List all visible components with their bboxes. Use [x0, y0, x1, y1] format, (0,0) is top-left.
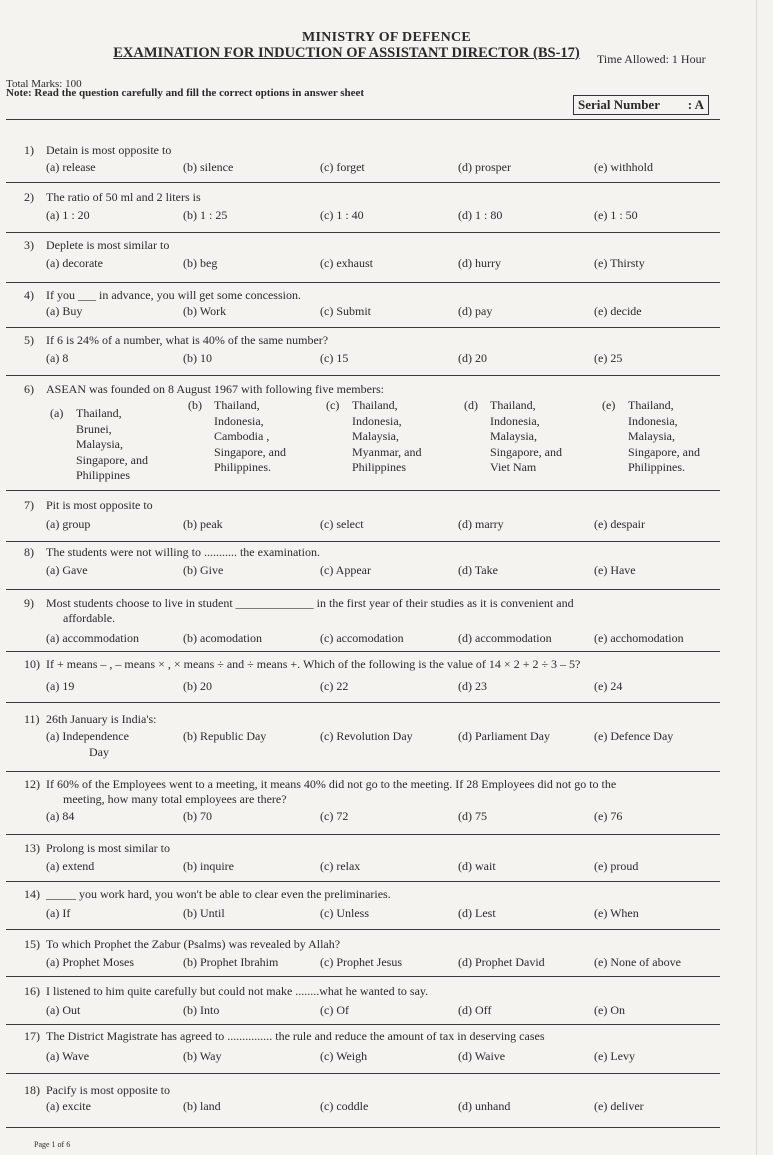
- option-line: Indonesia,: [490, 413, 540, 428]
- question-stem: To which Prophet the Zabur (Psalms) was revealed by Allah?: [46, 937, 341, 951]
- option-e: (e) despair: [594, 517, 645, 531]
- option-line: Philippines.: [214, 460, 272, 474]
- option-c: (c) select: [320, 517, 364, 531]
- question-stem: The ratio of 50 ml and 2 liters is: [46, 190, 201, 204]
- question-number: 3): [24, 238, 34, 252]
- option-e: (e) decide: [594, 304, 642, 318]
- option-line: Viet Nam: [490, 460, 537, 474]
- option-b: (b) beg: [183, 256, 218, 270]
- option-b: (b) 20: [183, 679, 212, 693]
- option-body: [214, 398, 286, 476]
- option-e: (e) deliver: [594, 1099, 644, 1113]
- option-c: (c) Unless: [320, 906, 369, 920]
- option-line: Brunei,: [76, 421, 112, 436]
- question-divider: [6, 490, 720, 491]
- option-letter: (d): [464, 398, 478, 412]
- question-number: 7): [24, 498, 34, 512]
- option-a: (a) decorate: [46, 256, 103, 270]
- question-divider: [6, 541, 720, 542]
- option-letter: (a): [50, 406, 64, 420]
- option-c: (c) accomodation: [320, 631, 404, 645]
- option-body: [76, 406, 148, 484]
- option-body: [352, 398, 422, 476]
- option-a: (a) Independence: [46, 729, 129, 743]
- option-a: (a) accommodation: [46, 631, 139, 645]
- option-line: Singapore, and: [76, 452, 148, 467]
- option-e: (e) withhold: [594, 160, 653, 174]
- question-number: 17): [24, 1029, 40, 1043]
- serial-number-label: Serial Number: [578, 97, 660, 112]
- option-d: (d) Lest: [458, 906, 496, 920]
- question-divider: [6, 1073, 720, 1074]
- question-text: [24, 937, 340, 952]
- question-number: 10): [24, 657, 40, 671]
- question-number: 12): [24, 777, 40, 791]
- option-e: (e) Have: [594, 563, 636, 577]
- option-a: (a) group: [46, 517, 91, 531]
- question-text: [24, 238, 169, 253]
- question-divider: [6, 327, 720, 328]
- option-b: (b) Way: [183, 1049, 222, 1063]
- total-marks: Total Marks: 100: [6, 78, 82, 90]
- option-line: Indonesia,: [628, 413, 678, 428]
- question-divider: [6, 976, 720, 977]
- question-divider: [6, 651, 720, 652]
- question-divider: [6, 771, 720, 772]
- serial-number-value: : A: [687, 97, 704, 112]
- scan-edge-line: [756, 0, 757, 1155]
- option-d: (d) hurry: [458, 256, 501, 270]
- option-d: (d) Parliament Day: [458, 729, 550, 743]
- question-number: 11): [24, 712, 40, 726]
- question-divider: [6, 589, 720, 590]
- option-d: (d) accommodation: [458, 631, 552, 645]
- question-stem: The students were not willing to ........... the examination.: [46, 545, 320, 559]
- question-divider: [6, 182, 720, 183]
- question-divider: [6, 929, 720, 930]
- question-stem: If you ___ in advance, you will get some concession.: [46, 288, 301, 302]
- option-letter: (c): [326, 398, 340, 412]
- option-b: (b) acomodation: [183, 631, 262, 645]
- question-number: 1): [24, 143, 34, 157]
- option-b: [188, 398, 286, 476]
- question-stem: If 60% of the Employees went to a meeting, it means 40% did not go to the meeting. If 28 Employees did not go to the: [46, 777, 617, 791]
- question-text: [24, 143, 171, 158]
- question-text: [24, 498, 153, 513]
- option-line: Singapore, and: [628, 444, 700, 459]
- question-text: [24, 657, 580, 672]
- option-d: (d) 20: [458, 351, 487, 365]
- option-line: Thailand,: [490, 398, 536, 412]
- option-d: (d) unhand: [458, 1099, 511, 1113]
- question-text: [24, 190, 201, 205]
- option-b: (b) peak: [183, 517, 223, 531]
- option-e: (e) 76: [594, 809, 623, 823]
- option-b: (b) 1 : 25: [183, 208, 228, 222]
- option-a: (a) Gave: [46, 563, 88, 577]
- question-number: 9): [24, 596, 34, 610]
- option-line: Cambodia ,: [214, 429, 270, 443]
- option-d: (d) prosper: [458, 160, 511, 174]
- option-e: [602, 398, 700, 476]
- option-e: (e) proud: [594, 859, 639, 873]
- option-c: (c) Weigh: [320, 1049, 368, 1063]
- question-text: [24, 712, 156, 727]
- option-b: (b) Give: [183, 563, 224, 577]
- question-text: [24, 382, 384, 397]
- option-a: (a) 19: [46, 679, 75, 693]
- option-e: (e) Levy: [594, 1049, 635, 1063]
- option-line: Singapore, and: [214, 444, 286, 459]
- option-c: [326, 398, 422, 476]
- option-e: (e) 1 : 50: [594, 208, 638, 222]
- question-divider: [6, 1024, 720, 1025]
- question-text: [24, 333, 328, 348]
- question-divider: [6, 1127, 720, 1128]
- option-c: (c) Revolution Day: [320, 729, 413, 743]
- option-b: (b) Until: [183, 906, 225, 920]
- option-a: (a) Prophet Moses: [46, 955, 134, 969]
- option-d: (d) 1 : 80: [458, 208, 503, 222]
- option-b: (b) silence: [183, 160, 234, 174]
- option-d: [464, 398, 562, 476]
- option-c: (c) forget: [320, 160, 365, 174]
- option-line: Malaysia,: [628, 429, 675, 443]
- time-allowed: Time Allowed: 1 Hour: [597, 52, 706, 66]
- question-stem: Prolong is most similar to: [46, 841, 171, 855]
- option-e: (e) None of above: [594, 955, 681, 969]
- option-line: Malaysia,: [76, 437, 123, 451]
- question-number: 15): [24, 937, 40, 951]
- question-text: [24, 596, 574, 611]
- question-stem: Pacify is most opposite to: [46, 1083, 170, 1097]
- option-a: (a) 84: [46, 809, 75, 823]
- option-b: (b) Prophet Ibrahim: [183, 955, 279, 969]
- option-line: Myanmar, and: [352, 444, 422, 459]
- option-a: (a) release: [46, 160, 96, 174]
- option-d: (d) marry: [458, 517, 504, 531]
- ministry-heading: MINISTRY OF DEFENCE: [301, 30, 472, 45]
- option-letter: (e): [602, 398, 616, 412]
- question-number: 5): [24, 333, 34, 347]
- option-a: (a) Wave: [46, 1049, 90, 1063]
- option-c: (c) relax: [320, 859, 361, 873]
- option-c: (c) exhaust: [320, 256, 373, 270]
- option-body: [628, 398, 700, 476]
- question-stem: Pit is most opposite to: [46, 498, 153, 512]
- instruction-note: Note: Read the question carefully and fill the correct options in answer sheet: [6, 87, 365, 99]
- option-c: (c) Of: [320, 1003, 349, 1017]
- question-stem: Most students choose to live in student _____________ in the first year of their studies as it is convenient and: [46, 596, 574, 610]
- option-a: [50, 406, 148, 484]
- option-line: Philippines: [76, 468, 131, 482]
- question-number: 14): [24, 887, 40, 901]
- option-c: (c) Appear: [320, 563, 371, 577]
- question-stem: _____ you work hard, you won't be able to clear even the preliminaries.: [46, 887, 391, 901]
- question-stem: The District Magistrate has agreed to ............... the rule and reduce the amount of tax in deserving cases: [46, 1029, 545, 1043]
- option-e: (e) 25: [594, 351, 623, 365]
- question-number: 13): [24, 841, 40, 855]
- option-c: (c) 15: [320, 351, 349, 365]
- question-divider: [6, 282, 720, 283]
- question-number: 2): [24, 190, 34, 204]
- option-d: (d) wait: [458, 859, 496, 873]
- option-c: (c) 1 : 40: [320, 208, 364, 222]
- option-letter: (b): [188, 398, 202, 412]
- option-a-continued: Day: [89, 745, 109, 759]
- option-a: (a) extend: [46, 859, 95, 873]
- question-stem: I listened to him quite carefully but could not make ........what he wanted to say.: [46, 984, 429, 998]
- option-a: (a) 8: [46, 351, 69, 365]
- option-d: (d) Waive: [458, 1049, 506, 1063]
- question-divider: [6, 702, 720, 703]
- option-a: (a) 1 : 20: [46, 208, 90, 222]
- question-stem: 26th January is India's:: [46, 712, 157, 726]
- question-stem: Detain is most opposite to: [46, 143, 172, 157]
- question-divider: [6, 232, 720, 233]
- option-c: (c) 22: [320, 679, 349, 693]
- question-stem: If + means – , – means × , × means ÷ and ÷ means +. Which of the following is the value of 14 × 2 + 2 ÷ 3 – 5?: [46, 657, 581, 671]
- question-text: [24, 288, 301, 303]
- option-e: (e) Defence Day: [594, 729, 674, 743]
- option-d: (d) Off: [458, 1003, 492, 1017]
- header-rule: [6, 119, 720, 120]
- option-c: (c) 72: [320, 809, 349, 823]
- page-footer: Page 1 of 6: [34, 1140, 71, 1149]
- option-b: (b) Work: [183, 304, 227, 318]
- option-line: Singapore, and: [490, 444, 562, 459]
- option-line: Thailand,: [628, 398, 674, 412]
- option-a: (a) excite: [46, 1099, 91, 1113]
- question-number: 16): [24, 984, 40, 998]
- question-text: [24, 545, 320, 560]
- question-text: [24, 841, 170, 856]
- question-text: [24, 984, 428, 999]
- question-number: 18): [24, 1083, 40, 1097]
- option-e: (e) On: [594, 1003, 625, 1017]
- option-line: Malaysia,: [352, 429, 399, 443]
- serial-number-box: [573, 95, 709, 115]
- option-b: (b) Into: [183, 1003, 220, 1017]
- option-e: (e) When: [594, 906, 639, 920]
- option-line: Philippines.: [628, 460, 686, 474]
- question-divider: [6, 834, 720, 835]
- question-number: 4): [24, 288, 34, 302]
- question-text: [24, 1029, 545, 1044]
- option-e: (e) Thirsty: [594, 256, 645, 270]
- question-number: 8): [24, 545, 34, 559]
- option-e: (e) acchomodation: [594, 631, 684, 645]
- option-a: (a) Out: [46, 1003, 81, 1017]
- option-a: (a) If: [46, 906, 71, 920]
- option-line: Thailand,: [214, 398, 260, 412]
- question-text: [24, 1083, 170, 1098]
- question-text: [24, 887, 391, 902]
- option-d: (d) 23: [458, 679, 487, 693]
- option-line: Philippines: [352, 460, 407, 474]
- option-b: (b) 70: [183, 809, 212, 823]
- option-b: (b) 10: [183, 351, 212, 365]
- option-b: (b) Republic Day: [183, 729, 267, 743]
- question-stem: Deplete is most similar to: [46, 238, 170, 252]
- question-stem-continued: affordable.: [63, 611, 116, 625]
- option-d: (d) pay: [458, 304, 493, 318]
- question-stem: If 6 is 24% of a number, what is 40% of the same number?: [46, 333, 329, 347]
- question-stem-continued: meeting, how many total employees are there?: [63, 792, 287, 806]
- option-d: (d) Take: [458, 563, 498, 577]
- option-b: (b) land: [183, 1099, 221, 1113]
- option-b: (b) inquire: [183, 859, 234, 873]
- question-number: 6): [24, 382, 34, 396]
- option-a: (a) Buy: [46, 304, 83, 318]
- question-divider: [6, 375, 720, 376]
- option-line: Malaysia,: [490, 429, 537, 443]
- option-c: (c) coddle: [320, 1099, 369, 1113]
- option-line: Thailand,: [76, 406, 122, 420]
- option-body: [490, 398, 562, 476]
- option-line: Thailand,: [352, 398, 398, 412]
- option-c: (c) Prophet Jesus: [320, 955, 402, 969]
- question-divider: [6, 881, 720, 882]
- option-d: (d) 75: [458, 809, 487, 823]
- option-line: Indonesia,: [352, 413, 402, 428]
- option-line: Indonesia,: [214, 413, 264, 428]
- option-e: (e) 24: [594, 679, 623, 693]
- option-d: (d) Prophet David: [458, 955, 545, 969]
- option-c: (c) Submit: [320, 304, 371, 318]
- question-stem: ASEAN was founded on 8 August 1967 with following five members:: [46, 382, 384, 396]
- question-text: [24, 777, 616, 792]
- exam-title: EXAMINATION FOR INDUCTION OF ASSISTANT DIRECTOR (BS-17): [113, 45, 580, 61]
